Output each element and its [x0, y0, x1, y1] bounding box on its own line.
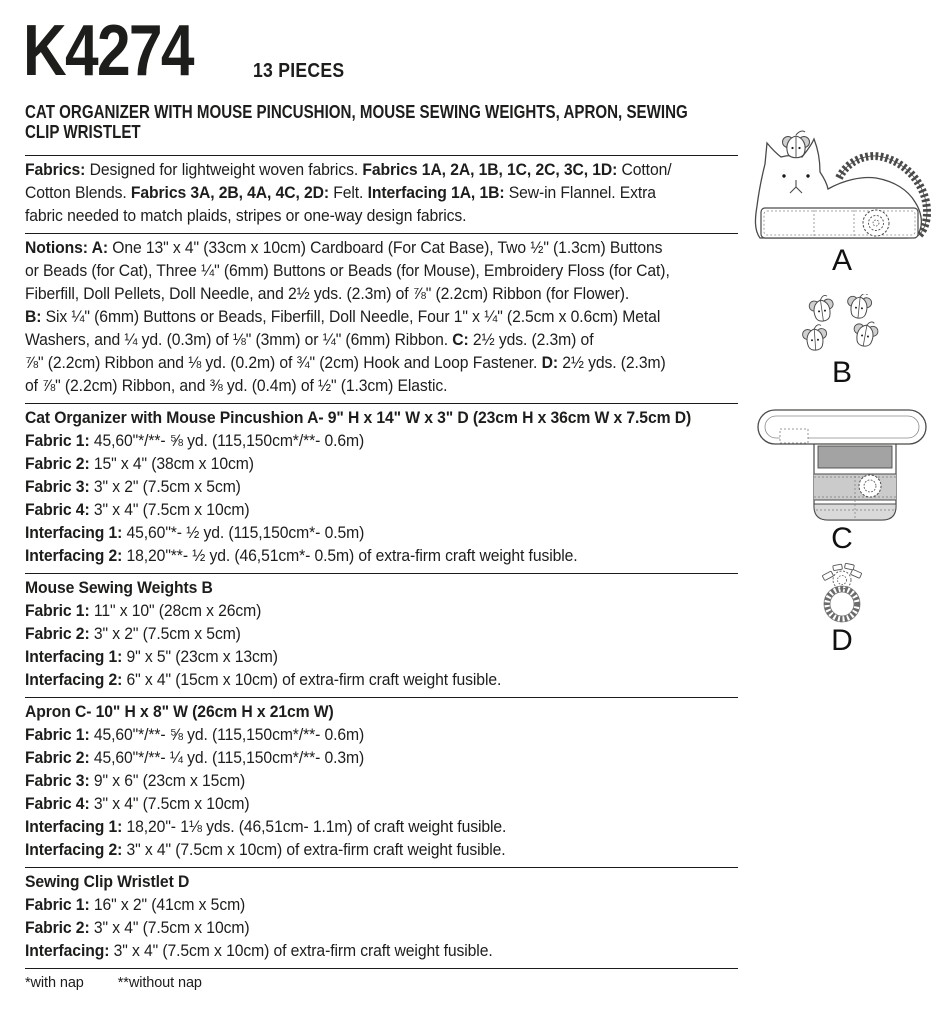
text-line: Fabric 1: 16" x 2" (41cm x 5cm)	[25, 896, 246, 914]
section-sewing-clip-wristlet-d	[25, 867, 738, 968]
pattern-title	[25, 102, 688, 142]
wristlet-icon	[806, 562, 878, 624]
text-line: or Beads (for Cat), Three ¼" (6mm) Buttons or Beads (for Mouse), Embroidery Floss (for Cat),	[25, 262, 670, 280]
text-line: Fabric 3: 3" x 2" (7.5cm x 5cm)	[25, 478, 241, 496]
text-line: Fabric 1: 11" x 10" (28cm x 26cm)	[25, 602, 262, 620]
section-apron-c	[25, 697, 738, 867]
text-line: Fabric 2: 45,60"*/**- ¼ yd. (115,150cm*/**- 0.3m)	[25, 749, 365, 767]
info-sections	[25, 155, 738, 968]
pieces-count-label: 13 PIECES	[253, 60, 345, 82]
text-line: Fabrics: Designed for lightweight woven fabrics. Fabrics 1A, 2A, 1B, 1C, 2C, 3C, 1D: Cotton/	[25, 161, 672, 179]
figure-c-label: C	[831, 522, 853, 555]
section-notions	[25, 233, 738, 403]
text-line: Notions: A: One 13" x 4" (33cm x 10cm) Cardboard (For Cat Base), Two ½" (1.3cm) Buttons	[25, 239, 663, 257]
pattern-number: K4274	[23, 11, 193, 91]
text-line: Fiberfill, Doll Pellets, Doll Needle, and 2½ yds. (2.3m) of ⅞" (2.2cm) Ribbon (for Flower).	[25, 285, 630, 303]
text-line: Interfacing 2: 6" x 4" (15cm x 10cm) of extra-firm craft weight fusible.	[25, 671, 502, 689]
text-line: Cat Organizer with Mouse Pincushion A- 9" H x 14" W x 3" D (23cm H x 36cm W x 7.5cm D)	[25, 409, 692, 427]
text-line: Fabric 1: 45,60"*/**- ⅝ yd. (115,150cm*/**- 0.6m)	[25, 432, 365, 450]
text-line: Interfacing 1: 45,60"*- ½ yd. (115,150cm*- 0.5m)	[25, 524, 365, 542]
text-line: Fabric 2: 15" x 4" (38cm x 10cm)	[25, 455, 254, 473]
section-fabrics	[25, 155, 738, 233]
text-line: B: Six ¼" (6mm) Buttons or Beads, Fiberfill, Doll Needle, Four 1" x ¼" (2.5cm x 0.6cm) Metal	[25, 308, 661, 326]
mouse-weights-icon	[777, 294, 907, 356]
figure-d-label: D	[831, 624, 853, 657]
text-line: Fabric 2: 3" x 4" (7.5cm x 10cm)	[25, 919, 250, 937]
figure-b	[742, 294, 942, 388]
section-cat-organizer-with-mouse-pincushion-a	[25, 403, 738, 573]
title-bar	[23, 11, 738, 91]
text-line: Apron C- 10" H x 8" W (26cm H x 21cm W)	[25, 703, 334, 721]
figure-c	[742, 400, 942, 554]
text-line: Washers, and ¼ yd. (0.3m) of ⅛" (3mm) or ¼" (6mm) Ribbon. C: 2½ yds. (2.3m) of	[25, 331, 594, 349]
illustration-rail	[742, 126, 942, 656]
without-nap-note: **without nap	[117, 975, 202, 991]
text-line: Fabric 4: 3" x 4" (7.5cm x 10cm)	[25, 501, 250, 519]
text-line: Fabric 2: 3" x 2" (7.5cm x 5cm)	[25, 625, 241, 643]
text-line: Interfacing 1: 18,20"- 1⅛ yds. (46,51cm- 1.1m) of craft weight fusible.	[25, 818, 507, 836]
with-nap-note: *with nap	[25, 975, 84, 991]
cat-organizer-icon	[744, 126, 940, 244]
nap-footnote	[25, 968, 738, 991]
text-line: Fabric 4: 3" x 4" (7.5cm x 10cm)	[25, 795, 250, 813]
figure-b-label: B	[831, 356, 852, 389]
figure-d	[742, 562, 942, 656]
text-line: Interfacing 2: 18,20"**- ½ yd. (46,51cm*- 0.5m) of extra-firm craft weight fusible.	[25, 547, 578, 565]
apron-icon	[752, 400, 932, 522]
text-line: Sewing Clip Wristlet D	[25, 873, 190, 891]
text-line: Cotton Blends. Fabrics 3A, 2B, 4A, 4C, 2D: Felt. Interfacing 1A, 1B: Sew-in Flannel. Extra	[25, 184, 656, 202]
text-line: Interfacing 1: 9" x 5" (23cm x 13cm)	[25, 648, 278, 666]
text-line: Mouse Sewing Weights B	[25, 579, 213, 597]
text-line: fabric needed to match plaids, stripes or one-way design fabrics.	[25, 207, 467, 225]
figure-a	[742, 126, 942, 276]
text-line: of ⅞" (2.2cm) Ribbon, and ⅜ yd. (0.4m) of ½" (1.3cm) Elastic.	[25, 377, 448, 395]
main-column	[23, 11, 738, 991]
text-line: Interfacing: 3" x 4" (7.5cm x 10cm) of extra-firm craft weight fusible.	[25, 942, 493, 960]
text-line: Interfacing 2: 3" x 4" (7.5cm x 10cm) of extra-firm craft weight fusible.	[25, 841, 506, 859]
text-line: Fabric 3: 9" x 6" (23cm x 15cm)	[25, 772, 246, 790]
section-mouse-sewing-weights-b	[25, 573, 738, 697]
pattern-title-line-1: CAT ORGANIZER WITH MOUSE PINCUSHION, MOUSE SEWING WEIGHTS, APRON, SEWING	[25, 102, 688, 122]
text-line: Fabric 1: 45,60"*/**- ⅝ yd. (115,150cm*/**- 0.6m)	[25, 726, 365, 744]
figure-a-label: A	[831, 244, 852, 277]
pattern-title-line-2: CLIP WRISTLET	[25, 121, 141, 142]
text-line: ⅞" (2.2cm) Ribbon and ⅛ yd. (0.2m) of ¾" (2cm) Hook and Loop Fastener. D: 2½ yds. (2.3m)	[25, 354, 666, 372]
